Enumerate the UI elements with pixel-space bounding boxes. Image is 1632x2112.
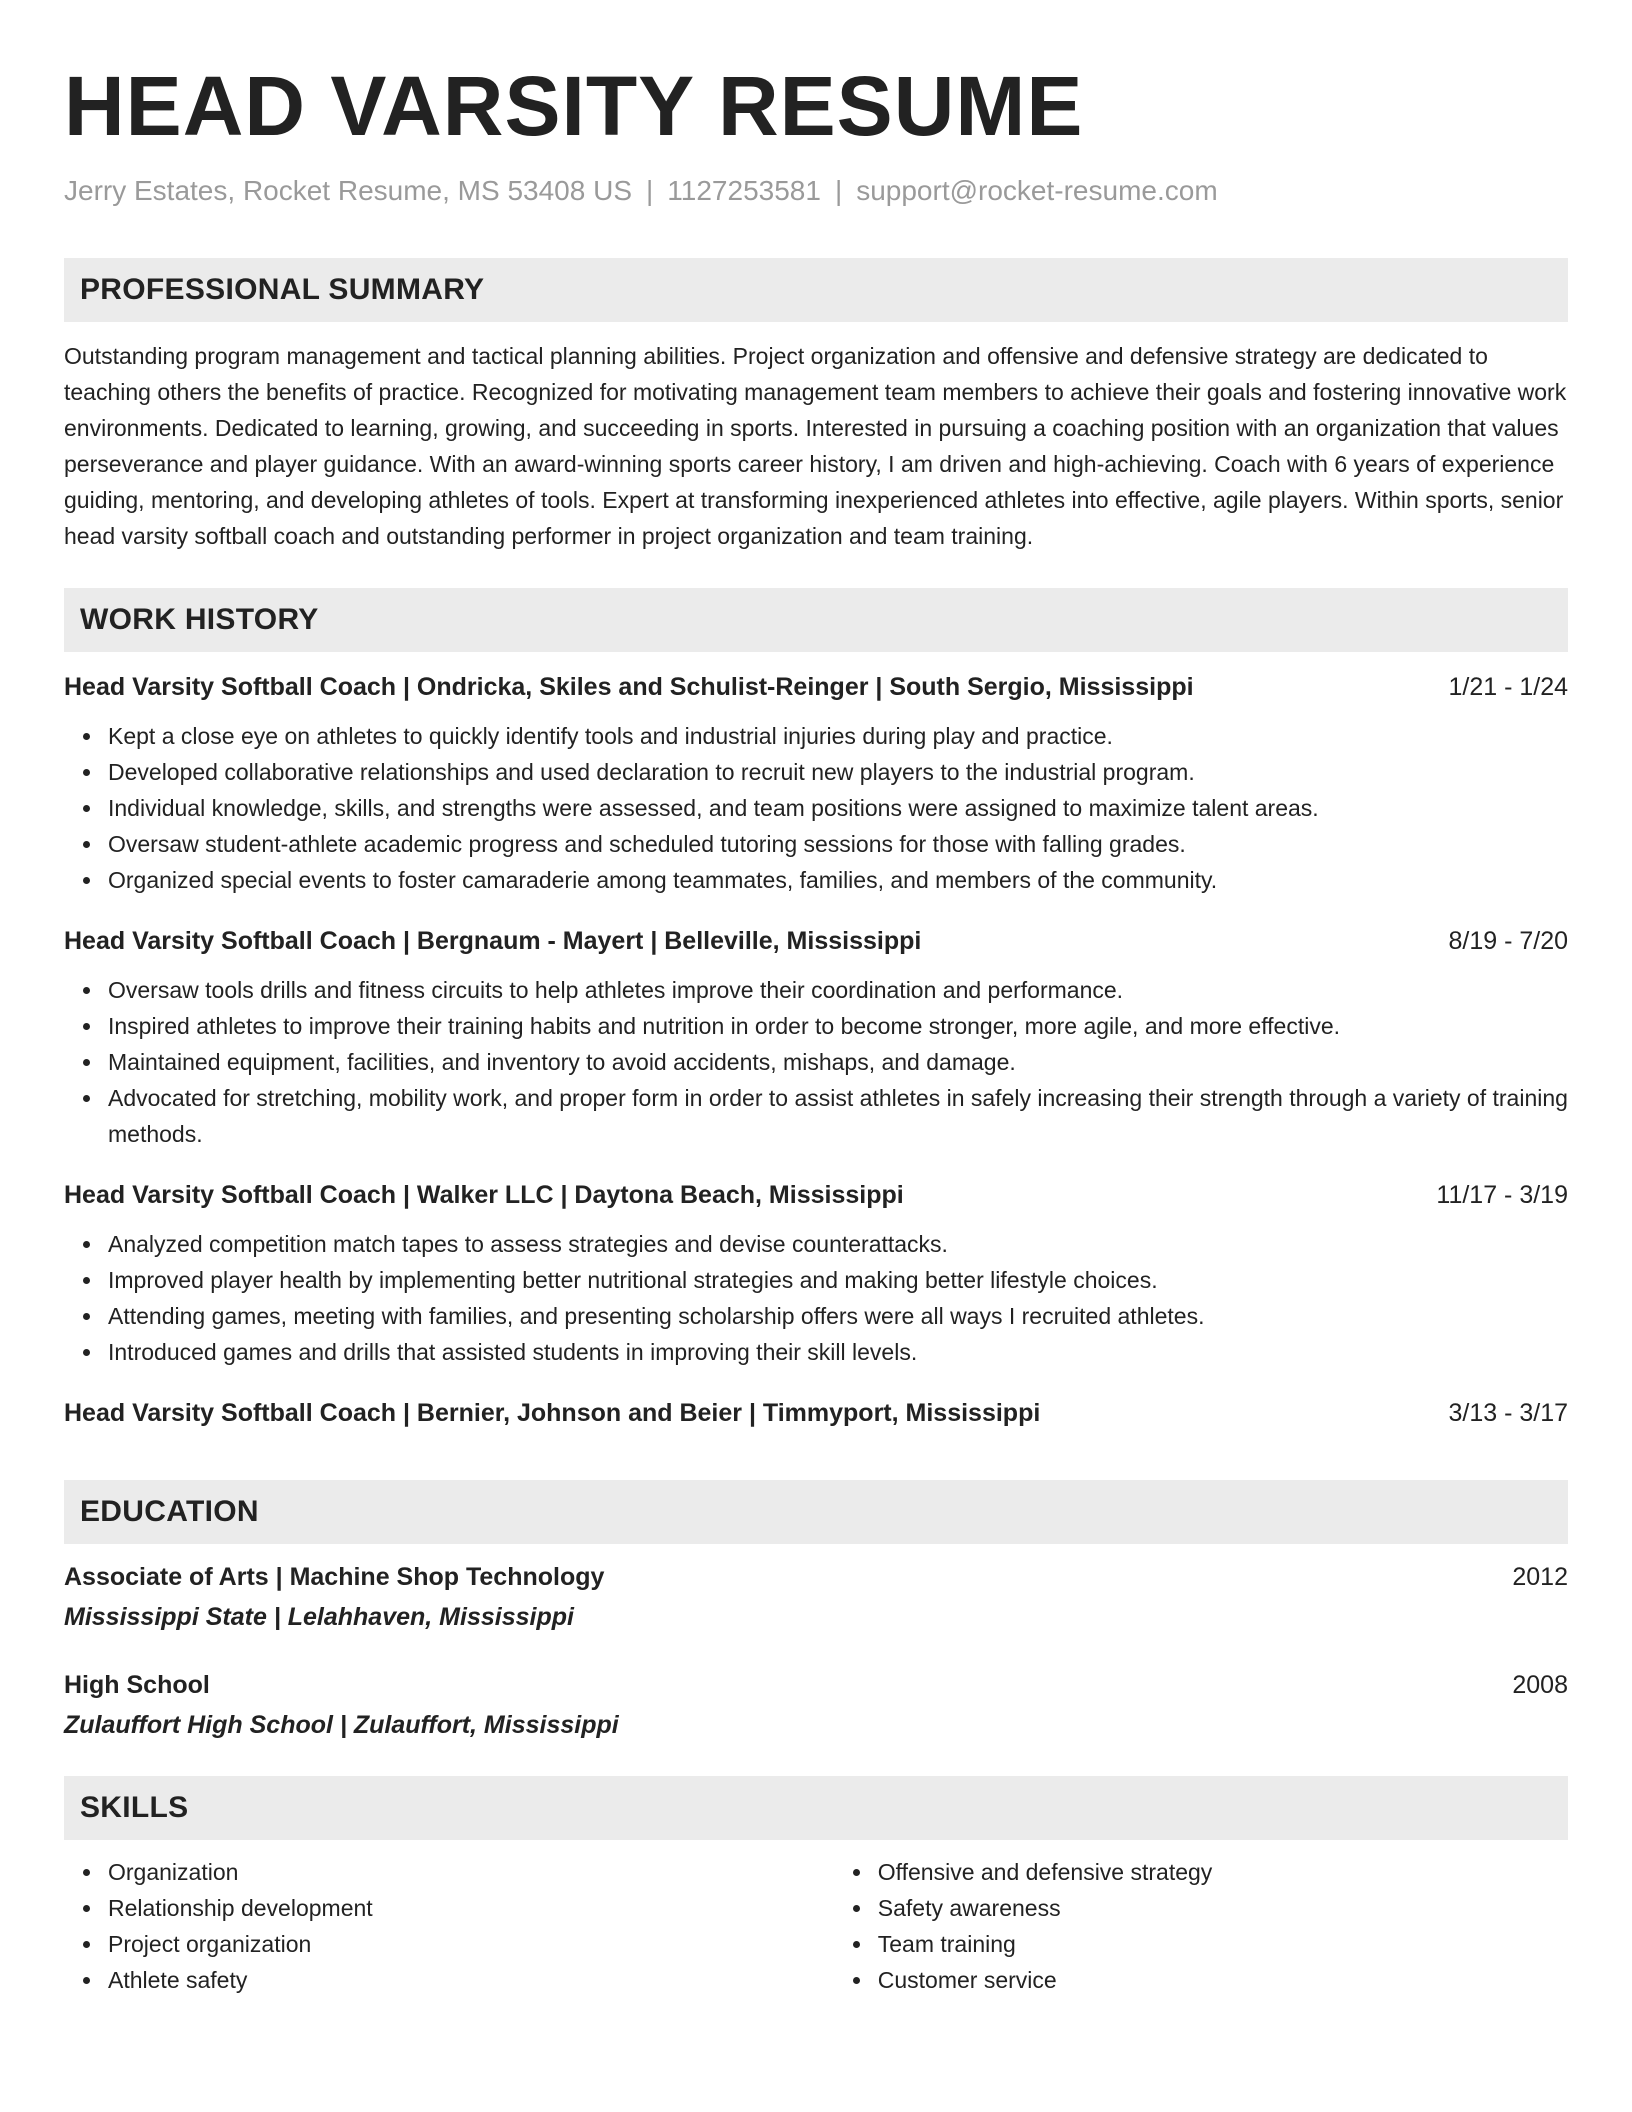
education-section-header [64, 1480, 1568, 1544]
job-bullet: Advocated for stretching, mobility work, and proper form in order to assist athletes in safely increasing their strength through a variety of training methods. [108, 1080, 1568, 1152]
work-section-header [64, 588, 1568, 652]
education-year: 2008 [1512, 1670, 1568, 1699]
education-header [64, 1560, 1568, 1594]
job-heading: Head Varsity Softball Coach | Bernier, Johnson and Beier | Timmyport, Mississippi [64, 1398, 1041, 1427]
job-dates: 8/19 - 7/20 [1448, 926, 1568, 955]
job-bullet: Developed collaborative relationships and used declaration to recruit new players to the industrial program. [108, 754, 1568, 790]
summary-section-title: PROFESSIONAL SUMMARY [80, 272, 485, 306]
job-bullet: Inspired athletes to improve their training habits and nutrition in order to become stronger, more agile, and more effective. [108, 1008, 1568, 1044]
skill-item: Offensive and defensive strategy [878, 1854, 1568, 1890]
education-year: 2012 [1512, 1562, 1568, 1591]
job-header [64, 924, 1568, 958]
education-entry [64, 1560, 1568, 1634]
job-bullet-list [64, 1226, 1568, 1370]
skill-item: Team training [878, 1926, 1568, 1962]
job-header [64, 1396, 1568, 1430]
skill-item: Customer service [878, 1962, 1568, 1998]
education-degree: Associate of Arts | Machine Shop Technology [64, 1562, 605, 1591]
job-bullet: Improved player health by implementing better nutritional strategies and making better lifestyle choices. [108, 1262, 1568, 1298]
job-bullet: Maintained equipment, facilities, and inventory to avoid accidents, mishaps, and damage. [108, 1044, 1568, 1080]
skills-list-left [64, 1854, 834, 1998]
job-bullet-list [64, 718, 1568, 898]
skill-item: Relationship development [108, 1890, 834, 1926]
job-bullet: Organized special events to foster camaraderie among teammates, families, and members of the community. [108, 862, 1568, 898]
education-school: Zulauffort High School | Zulauffort, Mississippi [64, 1710, 619, 1739]
job-bullet: Oversaw student-athlete academic progress and scheduled tutoring sessions for those with falling grades. [108, 826, 1568, 862]
job-dates: 1/21 - 1/24 [1448, 672, 1568, 701]
job-entry [64, 1178, 1568, 1370]
contact-address: Jerry Estates, Rocket Resume, MS 53408 US [64, 175, 632, 206]
summary-section-header [64, 258, 1568, 322]
job-entry [64, 924, 1568, 1152]
job-bullet: Individual knowledge, skills, and strengths were assessed, and team positions were assigned to maximize talent areas. [108, 790, 1568, 826]
education-degree: High School [64, 1670, 210, 1699]
job-bullet: Kept a close eye on athletes to quickly identify tools and industrial injuries during play and practice. [108, 718, 1568, 754]
job-bullet: Oversaw tools drills and fitness circuits to help athletes improve their coordination and performance. [108, 972, 1568, 1008]
job-entry [64, 1396, 1568, 1430]
contact-separator: | [834, 175, 843, 206]
job-bullet-list [64, 972, 1568, 1152]
job-header [64, 1178, 1568, 1212]
contact-phone: 1127253581 [667, 175, 821, 206]
summary-text: Outstanding program management and tactical planning abilities. Project organization and offensive and defensive strategy are dedicated to teaching others the benefits of practice. Recognized for motivating management team members to achieve their goals and fostering innovative work environments. Dedicated to learning, growing, and succeeding in sports. Interested in pursuing a coaching position with an organization that values perseverance and player guidance. With an award-winning sports career history, I am driven and high-achieving. Coach with 6 years of experience guiding, mentoring, and developing athletes of tools. Expert at transforming inexperienced athletes into effective, agile players. Within sports, senior head varsity softball coach and outstanding performer in project organization and team training. [64, 342, 1567, 549]
job-bullet: Attending games, meeting with families, and presenting scholarship offers were all ways I recruited athletes. [108, 1298, 1568, 1334]
job-bullet: Introduced games and drills that assisted students in improving their skill levels. [108, 1334, 1568, 1370]
education-school: Mississippi State | Lelahhaven, Mississippi [64, 1602, 574, 1631]
contact-separator: | [646, 175, 654, 206]
education-header [64, 1668, 1568, 1702]
job-heading: Head Varsity Softball Coach | Ondricka, Skiles and Schulist-Reinger | South Sergio, Mississippi [64, 672, 1194, 701]
skills-list-right [834, 1854, 1568, 1998]
skills-columns [64, 1854, 1568, 1998]
education-section-title: EDUCATION [80, 1494, 259, 1528]
skills-section-header [64, 1776, 1568, 1840]
skill-item: Athlete safety [108, 1962, 834, 1998]
job-header [64, 670, 1568, 704]
resume-name: HEAD VARSITY RESUME [64, 59, 1084, 153]
contact-email: support@rocket-resume.com [856, 175, 1218, 206]
job-heading: Head Varsity Softball Coach | Bergnaum - Mayert | Belleville, Mississippi [64, 926, 922, 955]
job-dates: 11/17 - 3/19 [1436, 1180, 1568, 1209]
work-section-title: WORK HISTORY [80, 602, 319, 636]
job-bullet: Analyzed competition match tapes to assess strategies and devise counterattacks. [108, 1226, 1568, 1262]
skill-item: Organization [108, 1854, 834, 1890]
skills-section-title: SKILLS [80, 1790, 189, 1824]
education-entry [64, 1668, 1568, 1742]
skill-item: Project organization [108, 1926, 834, 1962]
job-entry [64, 670, 1568, 898]
job-dates: 3/13 - 3/17 [1448, 1398, 1568, 1427]
job-heading: Head Varsity Softball Coach | Walker LLC | Daytona Beach, Mississippi [64, 1180, 904, 1209]
skill-item: Safety awareness [878, 1890, 1568, 1926]
contact-line [64, 174, 1568, 208]
